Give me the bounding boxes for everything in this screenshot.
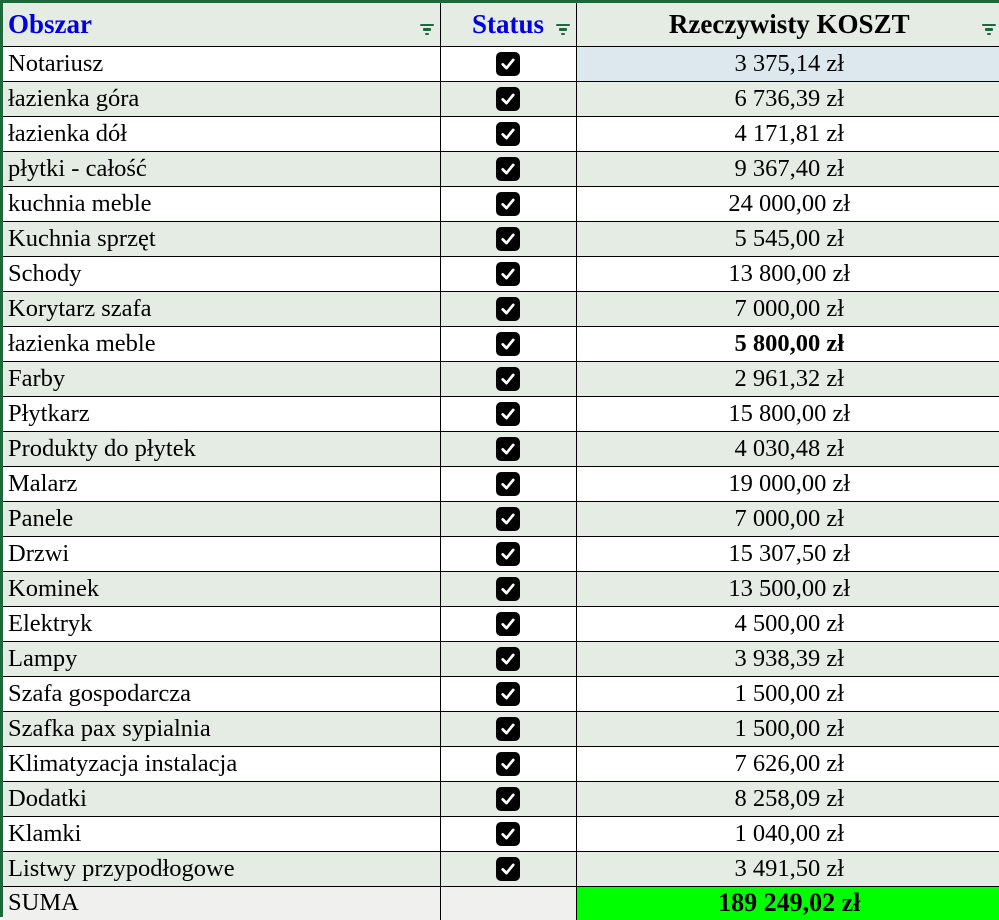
checkmark-glyph — [499, 790, 517, 808]
cost-cell[interactable]: 19 000,00 zł — [576, 466, 999, 501]
checkbox-checked-icon[interactable] — [496, 507, 520, 531]
column-header-status-label: Status — [471, 8, 545, 39]
checkmark-glyph — [499, 615, 517, 633]
area-cell[interactable]: kuchnia meble — [3, 186, 440, 221]
checkmark-glyph — [499, 755, 517, 773]
checkbox-checked-icon[interactable] — [496, 332, 520, 356]
cost-cell[interactable]: 6 736,39 zł — [576, 81, 999, 116]
cost-cell[interactable]: 15 800,00 zł — [576, 396, 999, 431]
checkmark-glyph — [499, 475, 517, 493]
cost-cell[interactable]: 1 500,00 zł — [576, 676, 999, 711]
table-row — [3, 711, 999, 746]
cost-cell[interactable]: 4 171,81 zł — [576, 116, 999, 151]
status-cell[interactable] — [440, 116, 576, 151]
area-cell[interactable]: Kuchnia sprzęt — [3, 221, 440, 256]
status-cell[interactable] — [440, 501, 576, 536]
suma-total-cell[interactable]: 189 249,02 zł — [576, 886, 999, 920]
cost-cell[interactable]: 7 626,00 zł — [576, 746, 999, 781]
table-row — [3, 816, 999, 851]
checkbox-checked-icon[interactable] — [496, 297, 520, 321]
checkmark-glyph — [499, 335, 517, 353]
area-cell[interactable]: Drzwi — [3, 536, 440, 571]
column-header-status[interactable] — [440, 3, 576, 46]
checkmark-glyph — [499, 125, 517, 143]
area-cell[interactable]: Dodatki — [3, 781, 440, 816]
checkbox-checked-icon[interactable] — [496, 367, 520, 391]
area-cell[interactable]: Płytkarz — [3, 396, 440, 431]
status-cell[interactable] — [440, 641, 576, 676]
cost-cell[interactable]: 3 491,50 zł — [576, 851, 999, 886]
checkmark-glyph — [499, 545, 517, 563]
checkbox-checked-icon[interactable] — [496, 437, 520, 461]
cost-cell[interactable]: 4 500,00 zł — [576, 606, 999, 641]
checkmark-glyph — [499, 55, 517, 73]
filter-icon[interactable] — [555, 24, 571, 37]
status-cell[interactable] — [440, 746, 576, 781]
checkmark-glyph — [499, 300, 517, 318]
column-header-obszar-label: Obszar — [8, 8, 92, 39]
table-row — [3, 46, 999, 81]
header-row — [3, 3, 999, 46]
checkbox-checked-icon[interactable] — [496, 472, 520, 496]
suma-label-cell[interactable]: SUMA — [3, 886, 440, 920]
table-row — [3, 781, 999, 816]
checkbox-checked-icon[interactable] — [496, 752, 520, 776]
cost-cell[interactable]: 1 500,00 zł — [576, 711, 999, 746]
status-cell[interactable] — [440, 326, 576, 361]
cost-cell[interactable]: 7 000,00 zł — [576, 501, 999, 536]
cost-cell[interactable]: 8 258,09 zł — [576, 781, 999, 816]
area-cell[interactable]: Kominek — [3, 571, 440, 606]
status-cell[interactable] — [440, 291, 576, 326]
cost-cell[interactable]: 9 367,40 zł — [576, 151, 999, 186]
table-row — [3, 641, 999, 676]
checkmark-glyph — [499, 650, 517, 668]
checkmark-glyph — [499, 685, 517, 703]
table-row — [3, 221, 999, 256]
checkmark-glyph — [499, 265, 517, 283]
status-cell[interactable] — [440, 851, 576, 886]
checkbox-checked-icon[interactable] — [496, 122, 520, 146]
status-cell[interactable] — [440, 81, 576, 116]
column-header-obszar[interactable] — [3, 3, 440, 46]
cost-cell[interactable]: 5 800,00 zł — [576, 326, 999, 361]
checkbox-checked-icon[interactable] — [496, 262, 520, 286]
checkbox-checked-icon[interactable] — [496, 192, 520, 216]
checkbox-checked-icon[interactable] — [496, 857, 520, 881]
checkbox-checked-icon[interactable] — [496, 612, 520, 636]
checkmark-glyph — [499, 580, 517, 598]
status-cell[interactable] — [440, 816, 576, 851]
checkmark-glyph — [499, 370, 517, 388]
cost-cell[interactable]: 2 961,32 zł — [576, 361, 999, 396]
checkbox-checked-icon[interactable] — [496, 822, 520, 846]
area-cell[interactable]: Panele — [3, 501, 440, 536]
checkbox-checked-icon[interactable] — [496, 402, 520, 426]
area-cell[interactable]: Farby — [3, 361, 440, 396]
filter-icon[interactable] — [419, 24, 435, 37]
area-cell[interactable]: Szafa gospodarcza — [3, 676, 440, 711]
checkbox-checked-icon[interactable] — [496, 647, 520, 671]
table-row — [3, 256, 999, 291]
checkmark-glyph — [499, 825, 517, 843]
status-cell[interactable] — [440, 431, 576, 466]
checkbox-checked-icon[interactable] — [496, 542, 520, 566]
checkbox-checked-icon[interactable] — [496, 717, 520, 741]
area-cell[interactable]: Korytarz szafa — [3, 291, 440, 326]
checkmark-glyph — [499, 230, 517, 248]
cost-cell[interactable]: 1 040,00 zł — [576, 816, 999, 851]
area-cell[interactable]: Malarz — [3, 466, 440, 501]
status-cell[interactable] — [440, 536, 576, 571]
status-cell[interactable] — [440, 571, 576, 606]
checkmark-glyph — [499, 860, 517, 878]
cost-cell[interactable]: 13 500,00 zł — [576, 571, 999, 606]
status-cell[interactable] — [440, 711, 576, 746]
status-cell[interactable] — [440, 186, 576, 221]
table-body — [3, 46, 999, 886]
status-cell[interactable] — [440, 361, 576, 396]
filter-icon[interactable] — [981, 24, 997, 37]
checkmark-glyph — [499, 160, 517, 178]
checkmark-glyph — [499, 195, 517, 213]
status-cell[interactable] — [440, 781, 576, 816]
suma-status-cell[interactable] — [440, 886, 576, 920]
table-row — [3, 186, 999, 221]
area-cell[interactable]: Klamki — [3, 816, 440, 851]
checkbox-checked-icon[interactable] — [496, 157, 520, 181]
checkbox-checked-icon[interactable] — [496, 577, 520, 601]
area-cell[interactable]: łazienka meble — [3, 326, 440, 361]
table-row — [3, 116, 999, 151]
table-row — [3, 851, 999, 886]
area-cell[interactable]: Notariusz — [3, 46, 440, 81]
area-cell[interactable]: płytki - całość — [3, 151, 440, 186]
table-row — [3, 326, 999, 361]
checkmark-glyph — [499, 405, 517, 423]
cost-cell[interactable]: 24 000,00 zł — [576, 186, 999, 221]
table-row — [3, 536, 999, 571]
area-cell[interactable]: Elektryk — [3, 606, 440, 641]
checkmark-glyph — [499, 90, 517, 108]
table-row — [3, 571, 999, 606]
checkmark-glyph — [499, 510, 517, 528]
cost-cell[interactable]: 5 545,00 zł — [576, 221, 999, 256]
checkmark-glyph — [499, 440, 517, 458]
table-row — [3, 676, 999, 711]
checkmark-glyph — [499, 720, 517, 738]
status-cell[interactable] — [440, 396, 576, 431]
summary-row — [3, 886, 999, 920]
table-row — [3, 81, 999, 116]
area-cell[interactable]: Lampy — [3, 641, 440, 676]
cost-cell[interactable]: 3 375,14 zł — [576, 46, 999, 81]
status-cell[interactable] — [440, 46, 576, 81]
area-cell[interactable]: Klimatyzacja instalacja — [3, 746, 440, 781]
column-header-koszt[interactable] — [576, 3, 999, 46]
cost-cell[interactable]: 7 000,00 zł — [576, 291, 999, 326]
table-row — [3, 361, 999, 396]
status-cell[interactable] — [440, 151, 576, 186]
checkbox-checked-icon[interactable] — [496, 682, 520, 706]
cost-cell[interactable]: 3 938,39 zł — [576, 641, 999, 676]
status-cell[interactable] — [440, 606, 576, 641]
status-cell[interactable] — [440, 221, 576, 256]
area-cell[interactable]: Szafka pax sypialnia — [3, 711, 440, 746]
area-cell[interactable]: łazienka dół — [3, 116, 440, 151]
area-cell[interactable]: Schody — [3, 256, 440, 291]
checkbox-checked-icon[interactable] — [496, 52, 520, 76]
table-row — [3, 151, 999, 186]
table-row — [3, 746, 999, 781]
area-cell[interactable]: Listwy przypodłogowe — [3, 851, 440, 886]
area-cell[interactable]: Produkty do płytek — [3, 431, 440, 466]
table-row — [3, 466, 999, 501]
cost-cell[interactable]: 13 800,00 zł — [576, 256, 999, 291]
area-cell[interactable]: łazienka góra — [3, 81, 440, 116]
checkbox-checked-icon[interactable] — [496, 227, 520, 251]
table-row — [3, 291, 999, 326]
table-row — [3, 396, 999, 431]
status-cell[interactable] — [440, 256, 576, 291]
table-row — [3, 606, 999, 641]
table-row — [3, 501, 999, 536]
cost-cell[interactable]: 4 030,48 zł — [576, 431, 999, 466]
cost-cell[interactable]: 15 307,50 zł — [576, 536, 999, 571]
status-cell[interactable] — [440, 466, 576, 501]
table-row — [3, 431, 999, 466]
status-cell[interactable] — [440, 676, 576, 711]
checkbox-checked-icon[interactable] — [496, 787, 520, 811]
column-header-koszt-label: Rzeczywisty KOSZT — [668, 8, 910, 39]
checkbox-checked-icon[interactable] — [496, 87, 520, 111]
